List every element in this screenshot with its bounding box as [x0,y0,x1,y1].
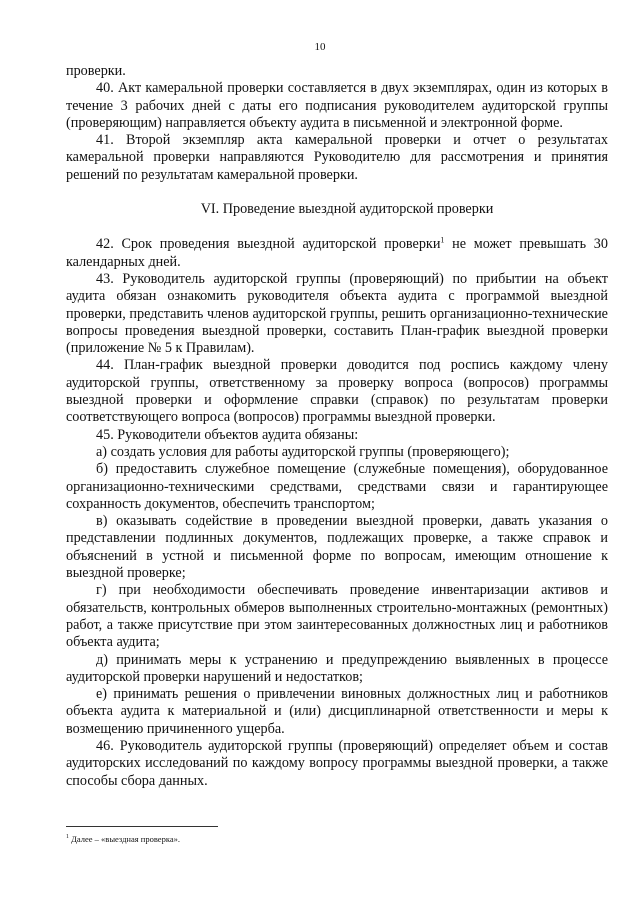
footnote-text: Далее – «выездная проверка». [69,834,180,844]
paragraph-45: 45. Руководители объектов аудита обязаны: [96,426,359,443]
paragraph-40: 40. Акт камеральной проверки составляется в двух экземплярах, один из которых в течение 3 рабочих дней с даты его подписания руководителем аудиторской группы (проверяющим) направляется объекту аудита в письменной и электронной форме. [66,80,608,131]
footnote-reference[interactable]: 1 [440,235,445,245]
list-item-d: д) принимать меры к устранению и предупреждению выявленных в процессе аудиторской проверки нарушений и недостатков; [66,651,608,685]
list-item-e: е) принимать решения о привлечении виновных должностных лиц и работников объекта аудита к материальной и (или) дисциплинарной ответственности и меры к возмещению причиненного ущерба. [66,686,608,737]
paragraph-46: 46. Руководитель аудиторской группы (проверяющий) определяет объем и состав аудиторских исследований по каждому вопросу программы выездной проверки, а также способы сбора данных. [66,737,608,789]
paragraph-42-text-end: не может превышать 30 календарных дней. [66,236,608,270]
page-number: 10 [314,41,326,53]
footnote-mark: 1 [66,834,69,841]
paragraph-43: 43. Руководитель аудиторской группы (проверяющий) по прибытии на объект аудита обязан ознакомить руководителя объекта аудита с программой выездной проверки, представить членов аудиторской группы, решить организационно-технические вопросы проведения выездной проверки, составить План-график выездной проверки (приложение № 5 к Правилам). [66,270,608,357]
paragraph-44: 44. План-график выездной проверки доводится под роспись каждому члену аудиторской группы, ответственному за проверку вопроса (вопросов) программы выездной проверки и оформление справки (справок) по результатам проверки соответствующего вопроса (вопросов) программы выездной проверки. [66,357,608,426]
paragraph-continuation: проверки. [66,63,126,79]
list-item-g: г) при необходимости обеспечивать проведение инвентаризации активов и обязательств, контрольных обмеров выполненных строительно-монтажных (ремонтных) работ, а также присутствие при этом заинтересованных должностных лиц и работников объекта аудита; [66,582,608,651]
footnote-divider [66,826,218,827]
paragraph-41: 41. Второй экземпляр акта камеральной проверки и отчет о результатах камеральной проверки направляются Руководителю для рассмотрения и принятия решений по результатам камеральной проверки. [66,132,608,183]
list-item-v: в) оказывать содействие в проведении выездной проверки, давать указания о представлении подлинных документов, подлежащих проверке, а также справок и объяснений в устной и письменной форме по вопросам, имеющим отношение к выездной проверке; [66,513,608,582]
footnote [66,834,180,845]
list-item-a: а) создать условия для работы аудиторской группы (проверяющего); [96,443,510,460]
list-item-b: б) предоставить служебное помещение (служебные помещения), оборудованное организационно-техническими средствами, средствами связи и гарантирующее сохранность документов, обеспечить транспортом; [66,461,608,512]
paragraph-42 [66,236,608,271]
paragraph-42-text: 42. Срок проведения выездной аудиторской проверки [96,236,441,253]
document-body [66,63,608,790]
section-heading: VI. Проведение выездной аудиторской проверки [200,201,494,218]
